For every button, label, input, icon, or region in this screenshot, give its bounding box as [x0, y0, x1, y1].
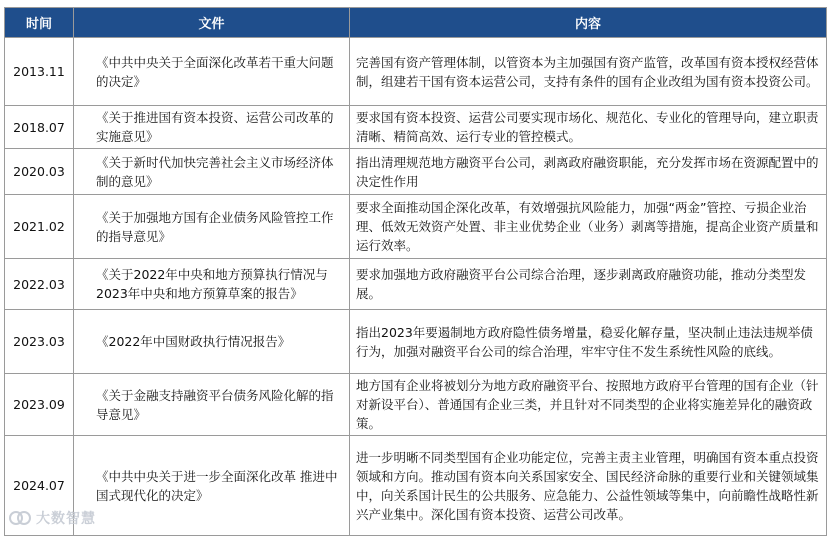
table-header-row — [5, 8, 827, 38]
table-row — [5, 38, 827, 106]
table-row — [5, 106, 827, 149]
cell-content: 指出2023年要遏制地方政府隐性债务增量，稳妥化解存量，坚决制止违法违规举债行为，加强对融资平台公司的综合治理，牢牢守住不发生系统性风险的底线。 — [350, 310, 827, 374]
table-row — [5, 195, 827, 259]
cell-time: 2013.11 — [5, 38, 74, 106]
cell-document: 《2022年中国财政执行情况报告》 — [74, 310, 350, 374]
cell-document: 《关于新时代加快完善社会主义市场经济体制的意见》 — [74, 149, 350, 195]
cell-document: 《关于推进国有资本投资、运营公司改革的实施意见》 — [74, 106, 350, 149]
cell-document: 《关于加强地方国有企业债务风险管控工作的指导意见》 — [74, 195, 350, 259]
cell-content: 完善国有资产管理体制，以管资本为主加强国有资产监管，改革国有资本授权经营体制，组建若干国有资本运营公司，支持有条件的国有企业改组为国有资本投资公司。 — [350, 38, 827, 106]
cell-time: 2023.03 — [5, 310, 74, 374]
cell-time: 2024.07 — [5, 436, 74, 536]
header-content: 内容 — [350, 8, 827, 38]
cell-content: 要求全面推动国企深化改革，有效增强抗风险能力，加强“两金”管控、亏损企业治理、低效无效资产处置、非主业优势企业（业务）剥离等措施，提高企业资产质量和运行效率。 — [350, 195, 827, 259]
table-row — [5, 259, 827, 310]
cell-document: 《中共中央关于进一步全面深化改革 推进中国式现代化的决定》 — [74, 436, 350, 536]
header-document: 文件 — [74, 8, 350, 38]
watermark-text: 大数智慧 — [36, 511, 96, 527]
policy-table — [4, 7, 827, 536]
table-row — [5, 149, 827, 195]
cell-content: 要求国有资本投资、运营公司要实现市场化、规范化、专业化的管理导向，建立职责清晰、精简高效、运行专业的管控模式。 — [350, 106, 827, 149]
cell-time: 2021.02 — [5, 195, 74, 259]
table-row — [5, 436, 827, 536]
cell-time: 2020.03 — [5, 149, 74, 195]
watermark — [8, 508, 96, 528]
cell-content: 要求加强地方政府融资平台公司综合治理，逐步剥离政府融资功能，推动分类型发展。 — [350, 259, 827, 310]
cell-document: 《关于2022年中央和地方预算执行情况与2023年中央和地方预算草案的报告》 — [74, 259, 350, 310]
cell-time: 2023.09 — [5, 374, 74, 436]
table-row — [5, 374, 827, 436]
cell-content: 地方国有企业将被划分为地方政府融资平台、按照地方政府平台管理的国有企业（针对新设平台）、普通国有企业三类，并且针对不同类型的企业将实施差异化的融资政策。 — [350, 374, 827, 436]
brand-logo-icon — [8, 509, 32, 527]
cell-time: 2018.07 — [5, 106, 74, 149]
cell-content: 进一步明晰不同类型国有企业功能定位，完善主责主业管理，明确国有资本重点投资领域和方向。推动国有资本向关系国家安全、国民经济命脉的重要行业和关键领域集中，向关系国计民生的公共服务、应急能力、公益性领域等集中，向前瞻性战略性新兴产业集中。深化国有资本投资、运营公司改革。 — [350, 436, 827, 536]
cell-time: 2022.03 — [5, 259, 74, 310]
header-time: 时间 — [5, 8, 74, 38]
cell-content: 指出清理规范地方融资平台公司，剥离政府融资职能，充分发挥市场在资源配置中的决定性作用 — [350, 149, 827, 195]
table-row — [5, 310, 827, 374]
cell-document: 《关于金融支持融资平台债务风险化解的指导意见》 — [74, 374, 350, 436]
cell-document: 《中共中央关于全面深化改革若干重大问题的决定》 — [74, 38, 350, 106]
